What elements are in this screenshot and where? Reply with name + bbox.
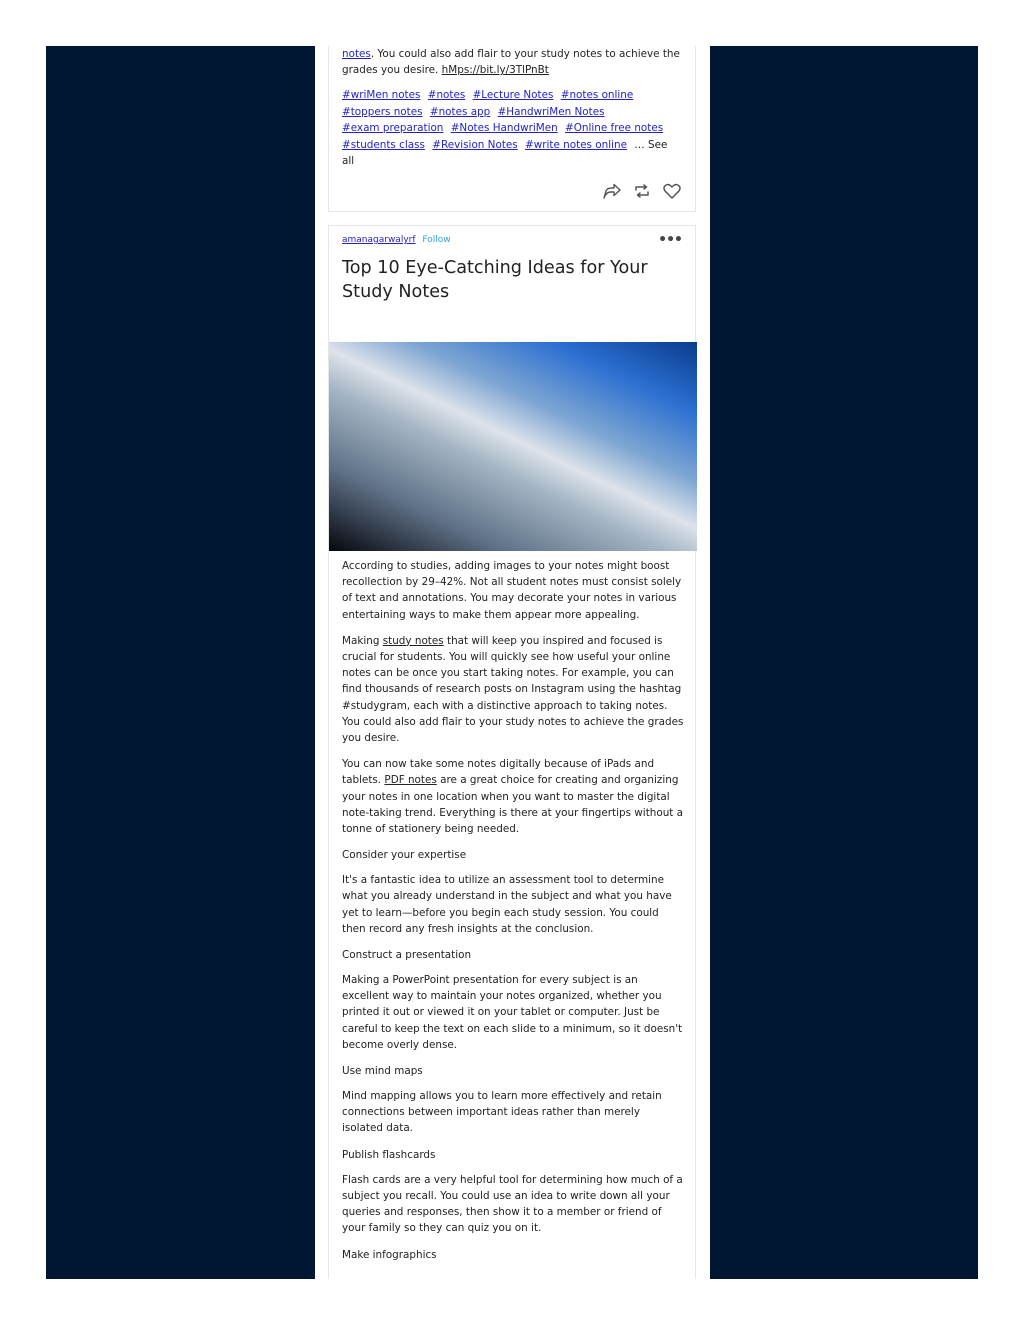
tag[interactable]: #Revision Notes bbox=[432, 138, 518, 151]
paragraph bbox=[342, 756, 684, 837]
tag[interactable]: #notes bbox=[427, 89, 466, 102]
paragraph: Flash cards are a very helpful tool for determining how much of a subject you recall. You could use an idea to write down all your queries and responses, then show it to a member or friend of your family so they can quiz you on it. bbox=[342, 1173, 683, 1235]
section-heading: Use mind maps bbox=[342, 1065, 423, 1078]
share-icon[interactable] bbox=[601, 180, 623, 202]
post-image bbox=[329, 342, 697, 551]
see-all-link[interactable]: … See all bbox=[342, 138, 668, 168]
tag[interactable]: #exam preparation bbox=[342, 122, 444, 135]
heart-icon[interactable] bbox=[661, 180, 683, 202]
post-actions bbox=[601, 180, 683, 202]
paragraph-text: that will keep you inspired and focused is crucial for students. You will quickly see how useful your online notes can be once you start taking notes. For example, you can find thousands of research posts on Instagram using the hashtag #studygram, each with a distinctive approach to taking notes. You could also add flair to your study notes to achieve the grades you desire. bbox=[342, 634, 684, 745]
study-notes-link[interactable]: study notes bbox=[382, 634, 444, 647]
short-url-link[interactable]: hMps://bit.ly/3TlPnBt bbox=[441, 64, 549, 77]
follow-button[interactable]: Follow bbox=[422, 235, 451, 245]
paragraph: Mind mapping allows you to learn more effectively and retain connections between important ideas rather than merely isolated data. bbox=[342, 1090, 662, 1135]
paragraph-text: You can now take some notes digitally because of iPads and tablets. bbox=[342, 758, 655, 787]
post-card bbox=[328, 225, 696, 1279]
post-body bbox=[342, 558, 684, 1272]
tag[interactable]: #Online free notes bbox=[565, 122, 664, 135]
tag[interactable]: #students class bbox=[342, 138, 425, 151]
tag-list bbox=[342, 87, 682, 169]
paragraph: It's a fantastic idea to utilize an assessment tool to determine what you already understand in the subject and what you have yet to learn—before you begin each study session. You could then record any fresh insights at the conclusion. bbox=[342, 874, 672, 935]
tag[interactable]: #wriMen notes bbox=[342, 89, 421, 102]
tag[interactable]: #HandwriMen Notes bbox=[497, 105, 605, 118]
reblog-icon[interactable] bbox=[631, 180, 653, 202]
post-header bbox=[342, 232, 682, 249]
excerpt-text: . You could also add flair to your study notes to achieve the grades you desire. bbox=[342, 48, 680, 77]
section-heading: Construct a presentation bbox=[342, 949, 472, 962]
post-card-previous bbox=[328, 46, 696, 212]
section-heading: Publish flashcards bbox=[342, 1148, 436, 1161]
notes-link[interactable]: notes bbox=[342, 48, 371, 60]
tag[interactable]: #toppers notes bbox=[342, 105, 423, 118]
paragraph bbox=[342, 633, 684, 746]
post-title: Top 10 Eye-Catching Ideas for Your Study Notes bbox=[342, 258, 648, 302]
post-excerpt bbox=[342, 46, 682, 78]
section-heading: Make infographics bbox=[342, 1248, 437, 1261]
tag[interactable]: #notes app bbox=[429, 105, 491, 118]
paragraph-text: Making bbox=[342, 634, 383, 647]
tag[interactable]: #notes online bbox=[560, 89, 634, 102]
tag[interactable]: #Notes HandwriMen bbox=[450, 122, 558, 135]
paragraph: Making a PowerPoint presentation for every subject is an excellent way to maintain your notes organized, whether you printed it out or viewed it on your tablet or computer. Just be careful to keep the text on each slide to a minimum, so it doesn't become overly dense. bbox=[342, 974, 683, 1051]
more-options-icon[interactable]: ••• bbox=[658, 232, 682, 248]
tag[interactable]: #write notes online bbox=[525, 138, 627, 151]
paragraph: According to studies, adding images to your notes might boost recollection by 29–42%. Not all student notes must consist solely of text and annotations. You may decorate your notes in various entertaining ways to make them appear more appealing. bbox=[342, 560, 682, 621]
pdf-notes-link[interactable]: PDF notes bbox=[384, 774, 437, 787]
section-heading: Consider your expertise bbox=[342, 849, 467, 862]
tag[interactable]: #Lecture Notes bbox=[472, 89, 554, 102]
username-link[interactable]: amanagarwalyrf bbox=[342, 235, 416, 245]
paragraph-text: are a great choice for creating and organizing your notes in one location when you want to master the digital note-taking trend. Everything is there at your fingertips without a tonne of stationery being needed. bbox=[342, 774, 684, 836]
